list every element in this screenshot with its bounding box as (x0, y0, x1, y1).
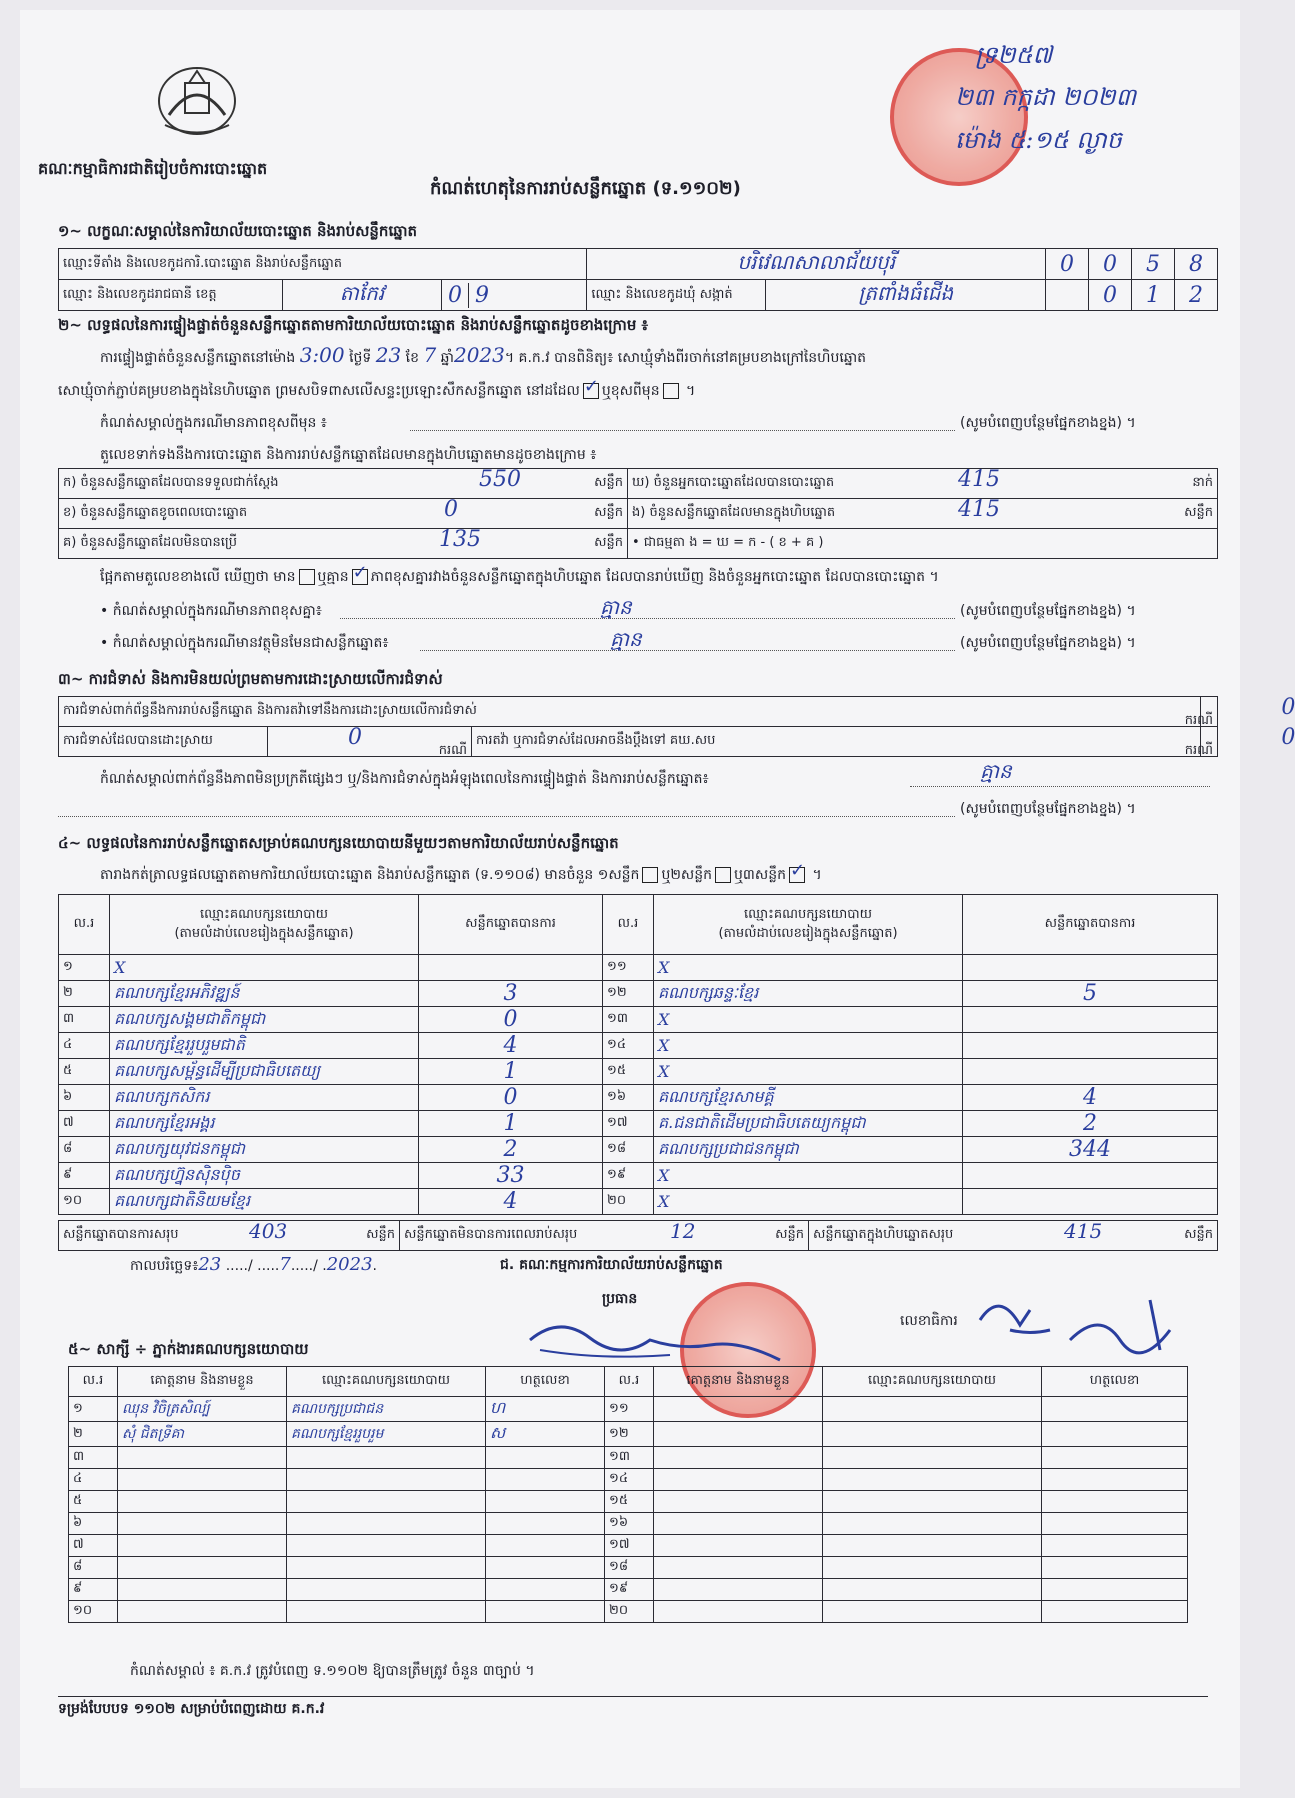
witness-row (69, 1469, 1188, 1491)
witness-row (69, 1422, 1188, 1447)
fill-more-note: (សូមបំពេញបន្ថែមផ្នែកខាងខ្នង) ។ (960, 801, 1136, 817)
party-name: គណបក្សប្រជាជនកម្ពុជា (654, 1137, 963, 1163)
witness-name: សុំ ជិតទ្រីគា (118, 1422, 287, 1447)
table-row (59, 1189, 1218, 1215)
verify-line-2: សោឃ្មុំចាក់ភ្ជាប់គម្របខាងក្នុងនៃហិបឆ្នោត ព្រមសបិទពាសលើសន្ទះប្រឡោះសឹកសន្លឹកឆ្នោត នៅដដែល✓ ឬខុសពីមុន ។ (58, 382, 695, 400)
witness-signature (486, 1513, 605, 1535)
table-row (59, 1163, 1218, 1189)
row-a-label: ក) ចំនួនសន្លឹកឆ្នោតដែលបានទទួលជាក់ស្តែង (63, 475, 279, 490)
compare-line: ផ្អែកតាមតួលេខខាងលើ ឃើញថា មាន ឬគ្មាន✓ ភាពខុសគ្នារវាងចំនួនសន្លឹកឆ្នោតក្នុងហិបឆ្នោត ដែលបានរាប់ឃើញ និងចំនួនអ្នកបោះឆ្នោត ដែលបានបោះឆ្នោត ។ (100, 568, 939, 586)
totals-table: សន្លឹកឆ្នោតបានការសរុប 403 សន្លឹក សន្លឹកឆ្នោតមិនបានការពេលរាប់សរុប 12 សន្លឹក សន្លឹកឆ្នោតក្នុងហិបឆ្នោតសរុប 415 សន្លឹក (58, 1220, 1218, 1251)
row-no: ៧ (59, 1111, 110, 1137)
row-no: ១៩ (603, 1163, 654, 1189)
party-votes (963, 1033, 1218, 1059)
col-party: ឈ្មោះគណបក្សនយោបាយ (200, 906, 328, 922)
has-diff-checkbox[interactable] (299, 569, 315, 585)
party-votes: 0 (419, 1007, 603, 1033)
witness-party (823, 1397, 1042, 1422)
party-votes: 2 (419, 1137, 603, 1163)
party-name: X (654, 1189, 963, 1215)
row-no: ១២ (603, 981, 654, 1007)
complaints-table: ការជំទាស់ពាក់ព័ន្ធនឹងការរាប់សន្លឹកឆ្នោត និងការតវ៉ាទៅនឹងការដោះស្រាយលើការជំទាស់ 0 ករណី ការជំទាស់ដែលបានដោះស្រាយ 0 ករណី ការតវ៉ា ឬការជំទាស់ដែលអាចនឹងប្តឹងទៅ គឃ.សប 0 ករណី (58, 696, 1218, 757)
footnote: កំណត់សម្គាល់ ៖ គ.ក.វ ត្រូវបំពេញ ទ.១១០២ ឱ្យបានត្រឹមត្រូវ ចំនួន ៣ច្បាប់ ។ (130, 1663, 535, 1679)
row-no: ១៧ (603, 1111, 654, 1137)
witness-signature (486, 1447, 605, 1469)
row-no: ២ (59, 981, 110, 1007)
table-row (59, 955, 1218, 981)
counts-table: ក) ចំនួនសន្លឹកឆ្នោតដែលបានទទួលជាក់ស្តែង 550 សន្លឹក ឃ) ចំនួនអ្នកបោះឆ្នោតដែលបានបោះឆ្នោត 415 នាក់ ខ) ចំនួនសន្លឹកឆ្នោតខូចពេលបោះឆ្នោត 0 សន្លឹក ង) ចំនួនសន្លឹកឆ្នោតដែលមានក្នុងហិបឆ្នោត 415 សន្លឹក គ) ចំនួនសន្លឹកឆ្នោតដែលមិនបានប្រើ 135 សន្លឹក • ជាធម្មតា ង = ឃ = ក - ( ខ + គ ) (58, 468, 1218, 559)
witness-no: ១ (69, 1397, 118, 1422)
witness-row (69, 1397, 1188, 1422)
witness-signature (1042, 1579, 1188, 1601)
row-no: ២០ (603, 1189, 654, 1215)
col-party: ឈ្មោះគណបក្សនយោបាយ (744, 906, 872, 922)
party-name: គ.ជនជាតិដើមប្រជាធិបតេយ្យកម្ពុជា (654, 1111, 963, 1137)
witness-signature (1042, 1557, 1188, 1579)
witness-party (287, 1557, 486, 1579)
party-votes: 3 (419, 981, 603, 1007)
fill-more-note: (សូមបំពេញបន្ថែមផ្នែកខាងខ្នង) ។ (960, 635, 1136, 651)
party-name: គណបក្សសង្គមជាតិកម្ពុជា (110, 1007, 419, 1033)
party-votes: 1 (419, 1059, 603, 1085)
witness-row (69, 1535, 1188, 1557)
witness-signature (1042, 1397, 1188, 1422)
site-code-digit: 0 (1046, 249, 1089, 280)
witness-signature (1042, 1535, 1188, 1557)
section1-title: ១~ លក្ខណៈសម្គាល់នៃការិយាល័យបោះឆ្នោត និងរាប់សន្លឹកឆ្នោត (58, 222, 418, 240)
party-name: គណបក្សខ្មែរអង្គរ (110, 1111, 419, 1137)
formula: • ជាធម្មតា ង = ឃ = ក - ( ខ + គ ) (628, 529, 1218, 559)
witness-party (823, 1535, 1042, 1557)
witness-name (118, 1513, 287, 1535)
bullet1-value: គ្មាន (600, 595, 632, 619)
witness-signature (486, 1469, 605, 1491)
form-title: កំណត់ហេតុនៃការរាប់សន្លឹកឆ្នោត (ទ.១១០២) (430, 178, 741, 199)
province-code-digit: 9 (475, 282, 489, 308)
col-no: ល.រ (59, 895, 110, 955)
witness-no: ៣ (69, 1447, 118, 1469)
witness-name (654, 1422, 823, 1447)
complaint-label: ការជំទាស់ពាក់ព័ន្ធនឹងការរាប់សន្លឹកឆ្នោត និងការតវ៉ាទៅនឹងការដោះស្រាយលើការជំទាស់ (59, 697, 1201, 727)
date-month: 7 (279, 1254, 291, 1275)
witness-signature (1042, 1491, 1188, 1513)
verify-line-1: ការផ្ទៀងផ្ទាត់ចំនួនសន្លឹកឆ្នោតនៅម៉ោង 3:00 ថ្ងៃទី 23 ខែ 7 ឆ្នាំ2023។ គ.ក.វ បានពិនិត្យ៖ សោឃ្មុំទាំងពីរចាក់នៅគម្របខាងក្រៅនៃហិបឆ្នោត (100, 343, 867, 367)
witness-name (118, 1535, 287, 1557)
commune-code-digit: 2 (1175, 280, 1218, 311)
table-row (59, 1059, 1218, 1085)
party-name: គណបក្សឆន្ទៈខ្មែរ (654, 981, 963, 1007)
row-a-value: 550 (479, 467, 521, 492)
total-invalid-value: 12 (670, 1219, 696, 1243)
note-diff-label: កំណត់សម្គាល់ក្នុងករណីមានភាពខុសពីមុន ៖ (100, 415, 327, 431)
party-votes: 33 (419, 1163, 603, 1189)
bullet2-label: • កំណត់សម្គាល់ក្នុងករណីមានវត្ថុមិនមែនជាសន្លឹកឆ្នោត៖ (100, 635, 389, 651)
province-code-digit: 0 (442, 283, 469, 308)
stamp-handwriting-3: ម៉ោង ៥:១៥ ល្ងាច (955, 126, 1122, 154)
witness-signature (1042, 1513, 1188, 1535)
committee-label: ជ. គណៈកម្មការការិយាល័យរាប់សន្លឹកឆ្នោត (500, 1257, 723, 1273)
witness-no: ១៤ (605, 1469, 654, 1491)
results-table: ល.រ ឈ្មោះគណបក្សនយោបាយ (តាមលំដាប់លេខរៀងក្នុងសន្លឹកឆ្នោត) សន្លឹកឆ្នោតបានការ ល.រ ឈ្មោះគណបក្សនយោបាយ (តាមលំដាប់លេខរៀងក្នុងសន្លឹកឆ្នោត) សន្លឹកឆ្នោតបានការ ១ X ១១ X ២ គណបក្សខ្មែរអភិវឌ្ឍន៍ 3 ១២ គណបក្សឆន្ទៈខ្មែរ 5 ៣ គណបក្សសង្គមជាតិកម្ពុជា 0 ១៣ X ៤ គណបក្សខ្មែររួបរួមជាតិ 4 ១៤ X ៥ គណបក្សសម្ព័ន្ធដើម្បីប្រជាធិបតេយ្យ 1 ១៥ X ៦ គណបក្សកសិករ 0 ១៦ គណបក្សខ្មែរសាមគ្គី 4 ៧ គណបក្សខ្មែរអង្គរ 1 ១៧ គ.ជនជាតិដើមប្រជាធិបតេយ្យកម្ពុជា 2 ៨ គណបក្សយុវជនកម្ពុជា 2 ១៨ គណបក្សប្រជាជនកម្ពុជា 344 ៩ គណបក្សហ្វ៊ុនស៊ិនប៉ិច 33 ១៩ X ១០ គណបក្សជាតិនិយមខ្មែរ 4 ២០ X (58, 894, 1218, 1215)
sheets-2-checkbox[interactable] (715, 867, 731, 883)
party-votes: 4 (419, 1033, 603, 1059)
date-day: 23 (198, 1254, 222, 1275)
site-value: បរិវេណសាលាជ័យបុរី (587, 249, 1046, 280)
party-name: គណបក្សហ្វ៊ុនស៊ិនប៉ិច (110, 1163, 419, 1189)
section2-title: ២~ លទ្ធផលនៃការផ្ទៀងផ្ទាត់ចំនួនសន្លឹកឆ្នោតតាមការិយាល័យបោះឆ្នោត និងរាប់សន្លឹកឆ្នោតដូចខាងក្រោម ៖ (58, 316, 649, 334)
witness-no: ៩ (69, 1579, 118, 1601)
party-votes (963, 955, 1218, 981)
different-checkbox[interactable] (663, 383, 679, 399)
date-year: 2023 (326, 1254, 373, 1275)
party-name: គណបក្សជាតិនិយមខ្មែរ (110, 1189, 419, 1215)
table-row (59, 1137, 1218, 1163)
witness-party (287, 1535, 486, 1557)
commune-code-digit: 1 (1132, 280, 1175, 311)
verify-year: 2023 (453, 343, 505, 367)
row-no: ១៤ (603, 1033, 654, 1059)
party-name: គណបក្សសម្ព័ន្ធដើម្បីប្រជាធិបតេយ្យ (110, 1059, 419, 1085)
chair-label: ប្រធាន (602, 1291, 638, 1307)
party-votes: 2 (963, 1111, 1218, 1137)
party-votes: 4 (419, 1189, 603, 1215)
site-label: ឈ្មោះទីតាំង និងលេខកូដការិ.បោះឆ្នោត និងរាប់សន្លឹកឆ្នោត (59, 249, 587, 280)
witness-no: ២០ (605, 1601, 654, 1623)
witness-name (654, 1491, 823, 1513)
witness-name (654, 1469, 823, 1491)
witness-no: ១៦ (605, 1513, 654, 1535)
complaint-count: 0 (1281, 695, 1295, 720)
witness-signature (486, 1491, 605, 1513)
total-box-value: 415 (1064, 1219, 1103, 1243)
witness-signature (1042, 1469, 1188, 1491)
col-no: ល.រ (603, 895, 654, 955)
witness-name (654, 1513, 823, 1535)
witness-signature (486, 1579, 605, 1601)
party-name: X (654, 1059, 963, 1085)
party-name: X (654, 1033, 963, 1059)
section1-table (58, 248, 1218, 311)
commune-label: ឈ្មោះ និងលេខកូដឃុំ សង្កាត់ (587, 280, 766, 311)
site-code-digit: 0 (1089, 249, 1132, 280)
no-diff-checkbox[interactable] (352, 569, 368, 585)
witness-no: ១៣ (605, 1447, 654, 1469)
witness-name (654, 1601, 823, 1623)
witness-no: ១២ (605, 1422, 654, 1447)
row-d-value: 415 (958, 467, 1000, 492)
witness-row (69, 1513, 1188, 1535)
row-no: ១៦ (603, 1085, 654, 1111)
total-invalid-label: សន្លឹកឆ្នោតមិនបានការពេលរាប់សរុប (404, 1227, 578, 1242)
table-row (59, 1111, 1218, 1137)
sheets-1-checkbox[interactable] (642, 867, 658, 883)
row-d-label: ឃ) ចំនួនអ្នកបោះឆ្នោតដែលបានបោះឆ្នោត (632, 475, 835, 490)
col-valid: សន្លឹកឆ្នោតបានការ (419, 895, 603, 955)
row-no: ១៥ (603, 1059, 654, 1085)
col-valid: សន្លឹកឆ្នោតបានការ (963, 895, 1218, 955)
fill-more-note: (សូមបំពេញបន្ថែមផ្នែកខាងខ្នង) ។ (960, 603, 1136, 619)
row-b-label: ខ) ចំនួនសន្លឹកឆ្នោតខូចពេលបោះឆ្នោត (63, 505, 248, 520)
row-no: ១ (59, 955, 110, 981)
row-no: ៦ (59, 1085, 110, 1111)
party-name: X (110, 955, 419, 981)
party-name: គណបក្សយុវជនកម្ពុជា (110, 1137, 419, 1163)
section4-title: ៤~ លទ្ធផលនៃការរាប់សន្លឹកឆ្នោតសម្រាប់គណបក្សនយោបាយនីមួយៗតាមការិយាល័យរាប់សន្លឹកឆ្នោត (58, 834, 619, 852)
witness-no: ៨ (69, 1557, 118, 1579)
witness-party (823, 1422, 1042, 1447)
witness-party (823, 1469, 1042, 1491)
table-row (59, 1085, 1218, 1111)
party-name: X (654, 1163, 963, 1189)
witness-name (654, 1447, 823, 1469)
party-votes: 0 (419, 1085, 603, 1111)
witness-name (118, 1491, 287, 1513)
row-no: ១០ (59, 1189, 110, 1215)
row-no: ៣ (59, 1007, 110, 1033)
row-e-value: 415 (958, 497, 1000, 522)
total-valid-value: 403 (249, 1219, 288, 1243)
party-votes: 1 (419, 1111, 603, 1137)
table-row (59, 981, 1218, 1007)
party-votes (963, 1189, 1218, 1215)
witness-no: ៤ (69, 1469, 118, 1491)
row-no: ៨ (59, 1137, 110, 1163)
party-votes (963, 1007, 1218, 1033)
witness-no: ៥ (69, 1491, 118, 1513)
commune-value: ត្រពាំងធំជើង (766, 280, 1046, 311)
irregularity-note-value: គ្មាន (980, 759, 1012, 783)
witness-row (69, 1601, 1188, 1623)
same-checkbox[interactable] (583, 383, 599, 399)
witness-party (287, 1513, 486, 1535)
witness-col-name: គោត្តនាម និងនាមខ្លួន (118, 1367, 287, 1397)
witness-party (287, 1601, 486, 1623)
table-row (59, 1033, 1218, 1059)
verify-day: 23 (375, 343, 402, 367)
witness-signature (1042, 1447, 1188, 1469)
resolved-label: ការជំទាស់ដែលបានដោះស្រាយ (59, 727, 268, 757)
party-votes (963, 1163, 1218, 1189)
witness-name: ឈុន វិចិត្រសិល្ប៍ (118, 1397, 287, 1422)
witness-name (654, 1579, 823, 1601)
witness-party (823, 1557, 1042, 1579)
witness-party (287, 1491, 486, 1513)
stamp-handwriting-2: ២៣ កក្កដា ២០២៣ (955, 83, 1137, 111)
witness-no: ១០ (69, 1601, 118, 1623)
witness-no: ៦ (69, 1513, 118, 1535)
stamp-handwriting-1: ទ្រ២៥៧ (975, 41, 1053, 69)
witness-row (69, 1491, 1188, 1513)
witness-name (118, 1601, 287, 1623)
nec-emblem-icon (155, 65, 239, 137)
row-no: ៥ (59, 1059, 110, 1085)
witness-row (69, 1447, 1188, 1469)
total-valid-label: សន្លឹកឆ្នោតបានការសរុប (63, 1227, 179, 1242)
site-code-digit: 5 (1132, 249, 1175, 280)
witness-col-party: ឈ្មោះគណបក្សនយោបាយ (287, 1367, 486, 1397)
verify-time: 3:00 (299, 343, 345, 367)
witness-name (118, 1557, 287, 1579)
bullet1-label: • កំណត់សម្គាល់ក្នុងករណីមានភាពខុសគ្នា៖ (100, 603, 322, 619)
sheets-3-checkbox[interactable] (789, 867, 805, 883)
party-name: គណបក្សខ្មែររួបរួមជាតិ (110, 1033, 419, 1059)
province-label: ឈ្មោះ និងលេខកូដរាជធានី ខេត្ត (59, 280, 283, 311)
committee-name: គណៈកម្មាធិការជាតិរៀបចំការបោះឆ្នោត (38, 159, 268, 178)
party-votes: 4 (963, 1085, 1218, 1111)
witness-party (287, 1469, 486, 1491)
row-no: ១៨ (603, 1137, 654, 1163)
witness-party: គណបក្សខ្មែររួបរួម (287, 1422, 486, 1447)
verify-month: 7 (423, 343, 437, 367)
witness-signature: ស (486, 1422, 605, 1447)
appeal-count: 0 (1281, 725, 1295, 750)
party-name: គណបក្សខ្មែរសាមគ្គី (654, 1085, 963, 1111)
party-name: X (654, 955, 963, 981)
witness-party: គណបក្សប្រជាជន (287, 1397, 486, 1422)
witness-name (654, 1397, 823, 1422)
witness-table: ល.រ គោត្តនាម និងនាមខ្លួន ឈ្មោះគណបក្សនយោបាយ ហត្ថលេខា ល.រ គោត្តនាម និងនាមខ្លួន ឈ្មោះគណបក្សនយោបាយ ហត្ថលេខា ១ ឈុន វិចិត្រសិល្ប៍ គណបក្សប្រជាជន ហ ១១ ២ សុំ ជិតទ្រីគា គណបក្សខ្មែររួបរួម ស ១២ ៣ ១៣ ៤ ១៤ ៥ ១៥ ៦ ១៦ ៧ ១៧ ៨ ១៨ ៩ ១៩ ១០ ២០ (68, 1366, 1188, 1623)
row-c-value: 135 (439, 527, 481, 552)
witness-name (654, 1535, 823, 1557)
party-name: គណបក្សកសិករ (110, 1085, 419, 1111)
witness-no: ២ (69, 1422, 118, 1447)
witness-signature (486, 1601, 605, 1623)
witness-signature (486, 1535, 605, 1557)
secretary-signature-icon (970, 1290, 1200, 1370)
document-sheet (20, 10, 1295, 1788)
witness-party (287, 1579, 486, 1601)
witness-signature (1042, 1601, 1188, 1623)
resolved-count: 0 (348, 725, 362, 750)
date-line: កាលបរិច្ឆេទ៖23 ...../ .....7...../ .2023. (130, 1254, 377, 1275)
row-b-value: 0 (444, 497, 458, 522)
witness-signature (486, 1557, 605, 1579)
total-box-label: សន្លឹកឆ្នោតក្នុងហិបឆ្នោតសរុប (813, 1227, 954, 1242)
witness-no: ៧ (69, 1535, 118, 1557)
party-votes: 5 (963, 981, 1218, 1007)
party-votes: 344 (963, 1137, 1218, 1163)
witness-signature: ហ (486, 1397, 605, 1422)
party-votes (963, 1059, 1218, 1085)
witness-party (823, 1447, 1042, 1469)
witness-col-sign: ហត្ថលេខា (486, 1367, 605, 1397)
counts-intro: តួលេខទាក់ទងនឹងការបោះឆ្នោត និងការរាប់សន្លឹកឆ្នោតដែលមានក្នុងហិបឆ្នោតមានដូចខាងក្រោម ៖ (100, 447, 597, 463)
irregularity-note-label: កំណត់សម្គាល់ពាក់ព័ន្ធនឹងភាពមិនប្រក្រតីផ្សេងៗ ឬ/និងការជំទាស់ក្នុងអំឡុងពេលនៃការផ្ទៀងផ្ទាត់ និងការរាប់សន្លឹកឆ្នោត៖ (100, 771, 709, 787)
fill-more-note: (សូមបំពេញបន្ថែមផ្នែកខាងខ្នង) ។ (960, 415, 1136, 431)
site-code-digit: 8 (1175, 249, 1218, 280)
table-row (59, 1007, 1218, 1033)
row-no: ១៣ (603, 1007, 654, 1033)
section3-title: ៣~ ការជំទាស់ និងការមិនយល់ព្រមតាមការដោះស្រាយលើការជំទាស់ (58, 670, 443, 688)
row-no: ១១ (603, 955, 654, 981)
section5-title: ៥~ សាក្សី ÷ ភ្នាក់ងារគណបក្សនយោបាយ (68, 1340, 309, 1358)
witness-row (69, 1557, 1188, 1579)
party-name: X (654, 1007, 963, 1033)
witness-signature (1042, 1422, 1188, 1447)
witness-party (287, 1447, 486, 1469)
party-name: គណបក្សខ្មែរអភិវឌ្ឍន៍ (110, 981, 419, 1007)
witness-row (69, 1579, 1188, 1601)
witness-name (118, 1579, 287, 1601)
witness-no: ១៥ (605, 1491, 654, 1513)
witness-col-no: ល.រ (69, 1367, 118, 1397)
witness-party (823, 1579, 1042, 1601)
witness-party (823, 1601, 1042, 1623)
witness-name (118, 1469, 287, 1491)
witness-no: ១៧ (605, 1535, 654, 1557)
province-value: តាកែវ (283, 280, 442, 311)
commune-code-digit: 0 (1089, 280, 1132, 311)
witness-no: ១១ (605, 1397, 654, 1422)
bullet2-value: គ្មាន (610, 627, 642, 651)
party-votes (419, 955, 603, 981)
secretary-label: លេខាធិការ (900, 1313, 958, 1329)
row-no: ៤ (59, 1033, 110, 1059)
sheets-line: តារាងកត់ត្រាលទ្ធផលឆ្នោតតាមការិយាល័យបោះឆ្នោត និងរាប់សន្លឹកឆ្នោត (ទ.១១០៨) មានចំនួន ១សន្លឹក ឬ២សន្លឹក ឬ៣សន្លឹក✓ ។ (100, 866, 822, 884)
witness-party (823, 1513, 1042, 1535)
witness-name (118, 1447, 287, 1469)
form-footer: ទម្រង់បែបបទ ១១០២ សម្រាប់បំពេញដោយ គ.ក.វ (58, 1701, 325, 1717)
witness-no: ១៩ (605, 1579, 654, 1601)
row-c-label: គ) ចំនួនសន្លឹកឆ្នោតដែលមិនបានប្រើ (63, 535, 237, 550)
appeal-label: ការតវ៉ា ឬការជំទាស់ដែលអាចនឹងប្តឹងទៅ គឃ.សប (472, 727, 1201, 757)
row-e-label: ង) ចំនួនសន្លឹកឆ្នោតដែលមានក្នុងហិបឆ្នោត (632, 505, 836, 520)
row-no: ៩ (59, 1163, 110, 1189)
witness-name (654, 1557, 823, 1579)
witness-no: ១៨ (605, 1557, 654, 1579)
witness-party (823, 1491, 1042, 1513)
